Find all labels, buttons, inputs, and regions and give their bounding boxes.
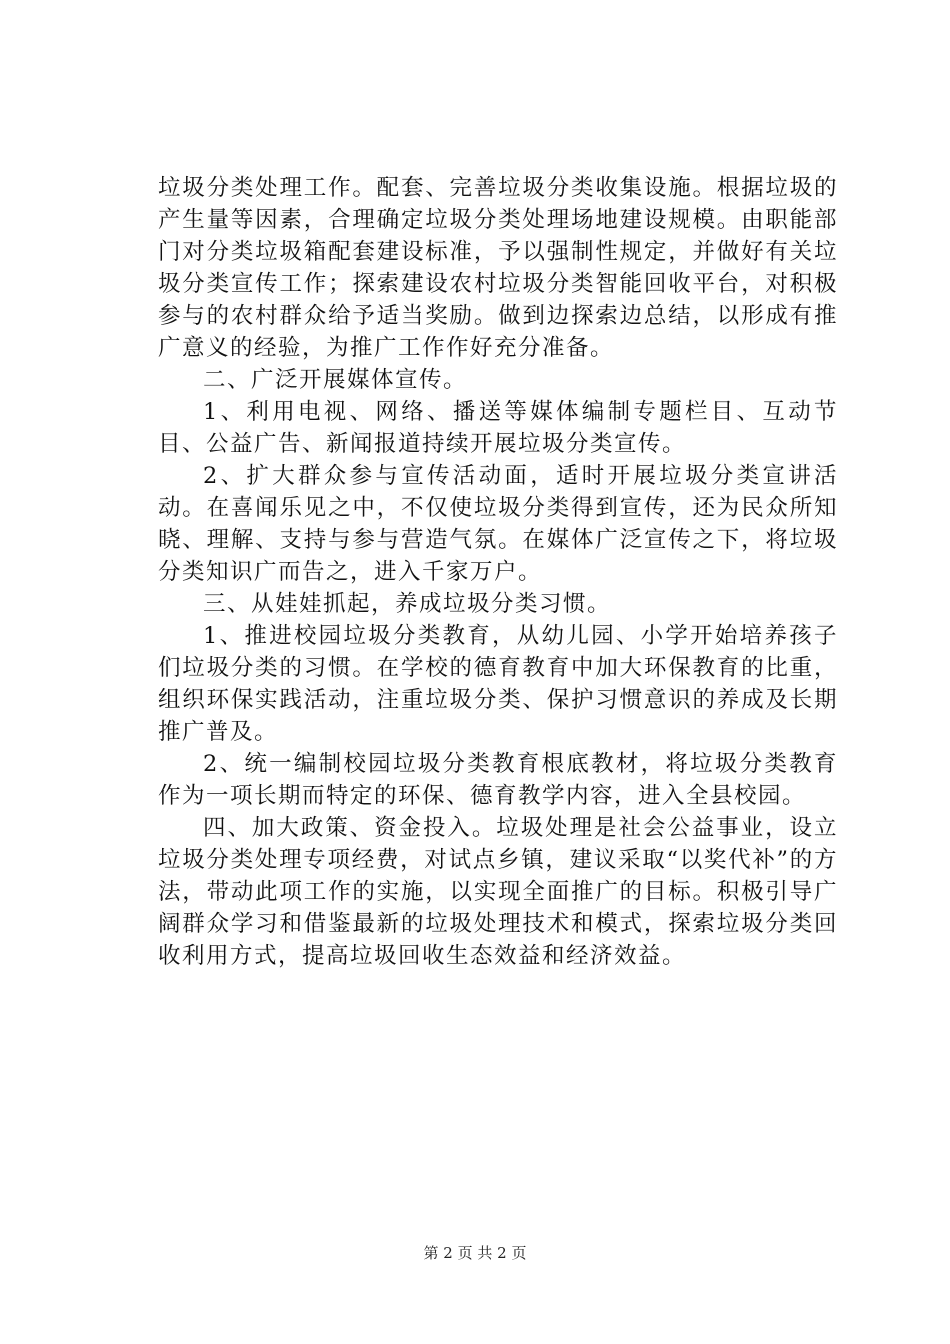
paragraph-media-2: 2、扩大群众参与宣传活动面，适时开展垃圾分类宣讲活动。在喜闻乐见之中，不仅使垃圾分类得到宣传，还为民众所知晓、理解、支持与参与营造气氛。在媒体广泛宣传之下，将垃圾分类知识广而告之，进入千家万户。 <box>158 463 838 585</box>
paragraph-media-1: 1、利用电视、网络、播送等媒体编制专题栏目、互动节目、公益广告、新闻报道持续开展垃圾分类宣传。 <box>158 399 838 457</box>
document-body <box>158 172 838 972</box>
section-heading-media: 二、广泛开展媒体宣传。 <box>203 367 468 393</box>
paragraph-children-2: 2、统一编制校园垃圾分类教育根底教材，将垃圾分类教育作为一项长期而特定的环保、德育教学内容，进入全县校园。 <box>158 751 838 809</box>
page-number-footer: 第 2 页 共 2 页 <box>423 1244 527 1262</box>
section-heading-children: 三、从娃娃抓起，养成垃圾分类习惯。 <box>203 591 612 617</box>
paragraph-continuation: 垃圾分类处理工作。配套、完善垃圾分类收集设施。根据垃圾的产生量等因素，合理确定垃圾分类处理场地建设规模。由职能部门对分类垃圾箱配套建设标准，予以强制性规定，并做好有关垃圾分类宣传工作；探索建设农村垃圾分类智能回收平台，对积极参与的农村群众给予适当奖励。做到边探索边总结，以形成有推广意义的经验，为推广工作作好充分准备。 <box>158 175 838 361</box>
section-policy-funding: 四、加大政策、资金投入。垃圾处理是社会公益事业，设立垃圾分类处理专项经费，对试点乡镇，建议采取“以奖代补”的方法，带动此项工作的实施，以实现全面推广的目标。积极引导广阔群众学习和借鉴最新的垃圾处理技术和模式，探索垃圾分类回收利用方式，提高垃圾回收生态效益和经济效益。 <box>158 815 838 969</box>
paragraph-children-1: 1、推进校园垃圾分类教育，从幼儿园、小学开始培养孩子们垃圾分类的习惯。在学校的德育教育中加大环保教育的比重，组织环保实践活动，注重垃圾分类、保护习惯意识的养成及长期推广普及。 <box>158 623 838 745</box>
